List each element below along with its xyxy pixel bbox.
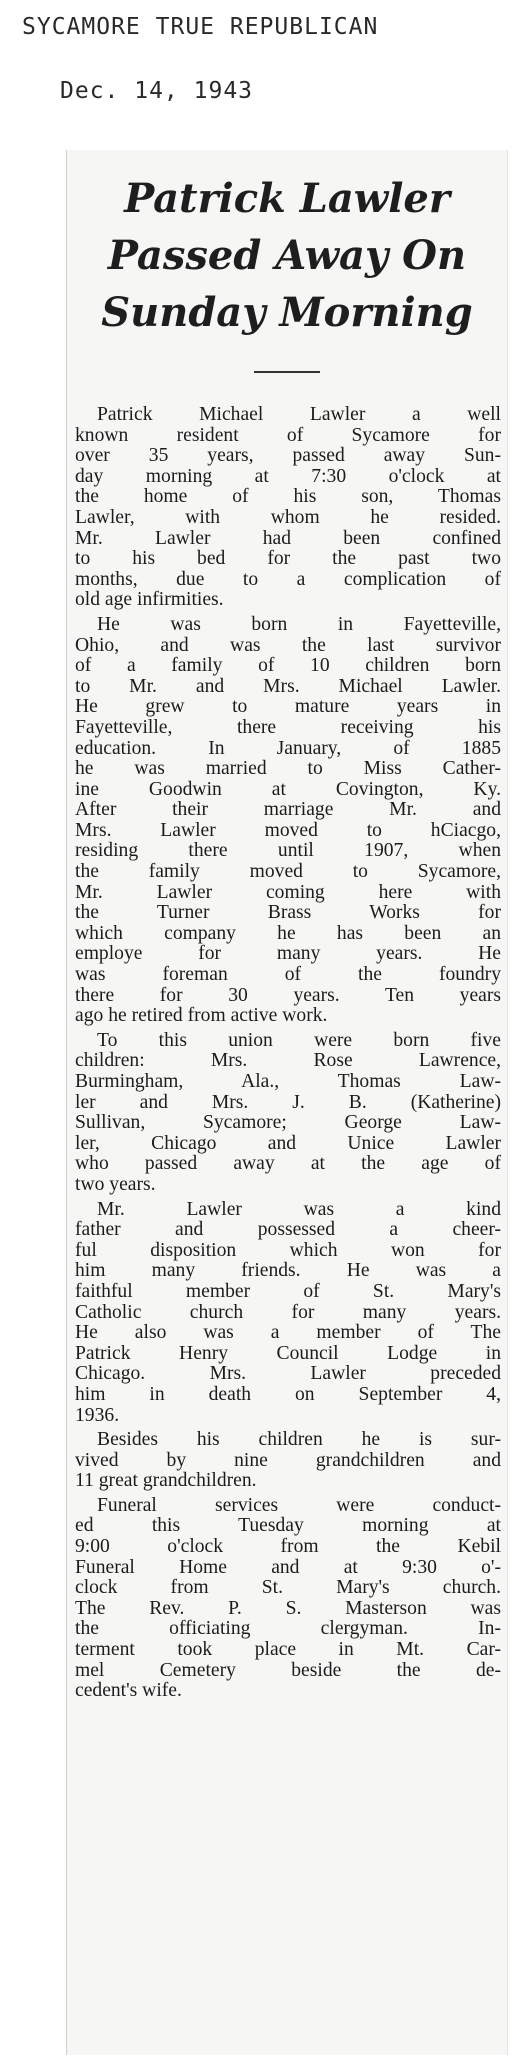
article-line: over 35 years, passed away Sun- <box>75 446 501 467</box>
article-line: Funeral Home and at 9:30 o'- <box>75 1557 501 1578</box>
article-line: day morning at 7:30 o'clock at <box>75 466 501 487</box>
article-line: Lawler, with whom he resided. <box>75 507 501 528</box>
article-line: faithful member of St. Mary's <box>75 1281 501 1302</box>
article-line: two years. <box>75 1174 156 1195</box>
article-line: the home of his son, Thomas <box>75 487 501 508</box>
article-paragraph <box>75 615 501 1027</box>
article-line: him many friends. He was a <box>75 1261 501 1282</box>
article-line: the family moved to Sycamore, <box>75 862 501 883</box>
article-line: father and possessed a cheer- <box>75 1220 501 1241</box>
article-line: Patrick Michael Lawler a well <box>97 405 501 425</box>
article-line: ed this Tuesday morning at <box>75 1516 501 1537</box>
article-line: ler and Mrs. J. B. (Katherine) <box>75 1092 501 1113</box>
article-line: Fayetteville, there receiving his <box>75 717 501 738</box>
article-line: the officiating clergyman. In- <box>75 1619 501 1640</box>
article-line: was foreman of the foundry <box>75 965 501 986</box>
article-line: children: Mrs. Rose Lawrence, <box>75 1051 501 1072</box>
article-line: which company he has been an <box>75 923 501 944</box>
article-line: to Mr. and Mrs. Michael Lawler. <box>75 676 501 697</box>
article-line: ler, Chicago and Unice Lawler <box>75 1133 501 1154</box>
article-line: Mr. Lawler coming here with <box>75 882 501 903</box>
article-paragraph <box>75 1200 501 1427</box>
article-line: The Rev. P. S. Masterson was <box>75 1598 501 1619</box>
article-line: he was married to Miss Cather- <box>75 759 501 780</box>
article-line: old age infirmities. <box>75 590 224 611</box>
article-line: months, due to a complication of <box>75 569 501 590</box>
article-line: vived by nine grandchildren and <box>75 1450 501 1471</box>
article-line: He also was a member of The <box>75 1323 501 1344</box>
article-line: him in death on September 4, <box>75 1384 501 1405</box>
article-line: Patrick Henry Council Lodge in <box>75 1343 501 1364</box>
article-line: education. In January, of 1885 <box>75 738 501 759</box>
article-line: 1936. <box>75 1405 120 1426</box>
article-line: employe for many years. He <box>75 944 501 965</box>
article-line: terment took place in Mt. Car- <box>75 1640 501 1661</box>
newspaper-name: SYCAMORE TRUE REPUBLICAN <box>22 14 379 40</box>
publication-date: Dec. 14, 1943 <box>60 78 254 104</box>
article-line: He was born in Fayetteville, <box>97 614 501 635</box>
article-line: mel Cemetery beside the de- <box>75 1660 501 1681</box>
article-line: To this union were born five <box>97 1030 501 1051</box>
article-line: 11 great grandchildren. <box>75 1471 257 1492</box>
article-line: residing there until 1907, when <box>75 841 501 862</box>
article-line: ful disposition which won for <box>75 1240 501 1261</box>
article-line: clock from St. Mary's church. <box>75 1578 501 1599</box>
headline-line: Passed Away On <box>107 232 467 279</box>
article-paragraph <box>75 405 501 611</box>
article-line: Mrs. Lawler moved to hCiacgo, <box>75 820 501 841</box>
article-line: who passed away at the age of <box>75 1154 501 1175</box>
article-line: known resident of Sycamore for <box>75 425 501 446</box>
article-line: ago he retired from active work. <box>75 1006 328 1027</box>
article-line: Burmingham, Ala., Thomas Law- <box>75 1072 501 1092</box>
article-line: the Turner Brass Works for <box>75 903 501 924</box>
headline-divider <box>254 371 320 373</box>
article-paragraph <box>75 1031 501 1196</box>
article-line: ine Goodwin at Covington, Ky. <box>75 779 501 800</box>
article-paragraph <box>75 1430 501 1492</box>
newspaper-clipping <box>66 150 508 2055</box>
article-paragraph <box>75 1496 501 1702</box>
article-line: to his bed for the past two <box>75 549 501 570</box>
article-line: Besides his children he is sur- <box>97 1430 501 1451</box>
article-line: Chicago. Mrs. Lawler preceded <box>75 1364 501 1385</box>
article-body <box>67 405 507 1702</box>
article-line: Mr. Lawler was a kind <box>97 1199 501 1220</box>
article-line: Catholic church for many years. <box>75 1302 501 1323</box>
headline <box>67 150 507 341</box>
article-line: of a family of 10 children born <box>75 656 501 677</box>
article-line: Sullivan, Sycamore; George Law- <box>75 1113 501 1134</box>
article-line: After their marriage Mr. and <box>75 800 501 821</box>
article-line: 9:00 o'clock from the Kebil <box>75 1537 501 1558</box>
headline-line: Sunday Morning <box>101 289 473 336</box>
article-line: Ohio, and was the last survivor <box>75 635 501 656</box>
article-line: there for 30 years. Ten years <box>75 985 501 1006</box>
newspaper-header <box>22 14 379 104</box>
article-line: Mr. Lawler had been confined <box>75 528 501 549</box>
article-line: Funeral services were conduct- <box>97 1495 501 1516</box>
article-line: He grew to mature years in <box>75 697 501 718</box>
headline-line: Patrick Lawler <box>124 175 450 222</box>
article-line: cedent's wife. <box>75 1681 182 1702</box>
